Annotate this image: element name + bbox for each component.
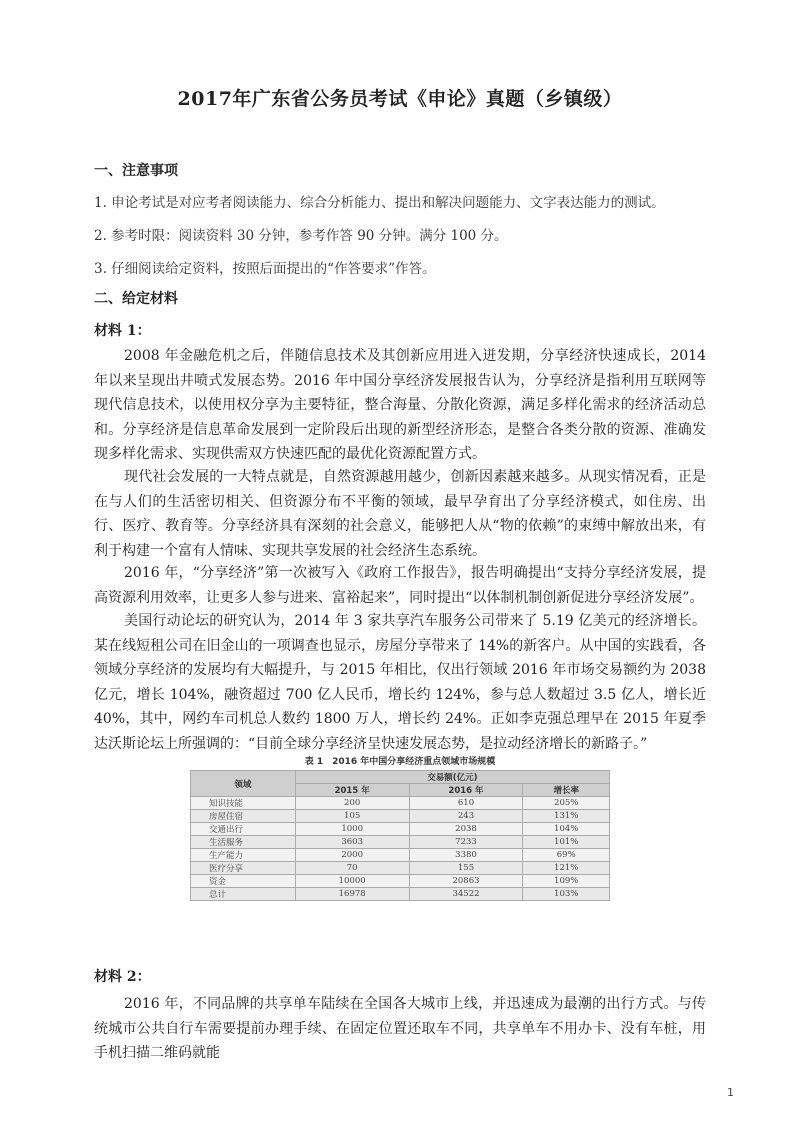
note-item-2: 2. 参考时限：阅读资料 30 分钟，参考作答 90 分钟。满分 100 分。 [94, 228, 508, 244]
table-row [191, 797, 610, 810]
market-size-table [190, 770, 610, 901]
table-cell-growth: 121% [523, 862, 610, 875]
table-row [191, 836, 610, 849]
table-cell-field: 生活服务 [191, 836, 296, 849]
table-cell-2015: 105 [295, 810, 409, 823]
table-row [191, 849, 610, 862]
table-cell-2016: 243 [409, 810, 523, 823]
table-cell-2016: 155 [409, 862, 523, 875]
table-cell-growth: 104% [523, 823, 610, 836]
table-cell-growth: 103% [523, 888, 610, 901]
table-cell-field: 交通出行 [191, 823, 296, 836]
table-cell-growth: 101% [523, 836, 610, 849]
table-cell-field: 资金 [191, 875, 296, 888]
table-header-group: 交易额(亿元) [295, 771, 609, 784]
table-row [191, 888, 610, 901]
table-cell-growth: 131% [523, 810, 610, 823]
table-cell-2016: 34522 [409, 888, 523, 901]
section-heading-materials: 二、给定材料 [94, 291, 178, 307]
material-1-paragraph-2: 现代社会发展的一大特点就是，自然资源越用越少，创新因素越来越多。从现实情况看，正是在与人们的生活密切相关、但资源分布不平衡的领域，最早孕育出了分享经济模式，如住房、出行、医疗、教育等。分享经济具有深刻的社会意义，能够把人从“物的依赖”的束缚中解放出来，有利于构建一个富有人情味、实现共享发展的社会经济生态系统。 [94, 469, 706, 559]
section-heading-notes: 一、注意事项 [94, 163, 178, 179]
material-1-label: 材料 1： [94, 323, 151, 339]
table-cell-2016: 2038 [409, 823, 523, 836]
note-item-3: 3. 仔细阅读给定资料，按照后面提出的“作答要求”作答。 [94, 261, 436, 277]
table-cell-2016: 20863 [409, 875, 523, 888]
table-header-2015: 2015 年 [295, 784, 409, 797]
table-header-2016: 2016 年 [409, 784, 523, 797]
table-cell-2015: 1000 [295, 823, 409, 836]
document-title: 2017年广东省公务员考试《申论》真题（乡镇级） [177, 88, 623, 110]
table-cell-field: 生产能力 [191, 849, 296, 862]
table-row [191, 810, 610, 823]
table-row [191, 875, 610, 888]
table-cell-field: 房屋住宿 [191, 810, 296, 823]
table-row [191, 823, 610, 836]
table-cell-2015: 2000 [295, 849, 409, 862]
table-cell-2015: 10000 [295, 875, 409, 888]
material-2-label: 材料 2： [94, 969, 151, 985]
table-header-growth: 增长率 [523, 784, 610, 797]
material-1-paragraph-1: 2008 年金融危机之后，伴随信息技术及其创新应用进入迸发期，分享经济快速成长，2014 年以来呈现出井喷式发展态势。2016 年中国分享经济发展报告认为，分享经济是指利用互联网等现代信息技术，以使用权分享为主要特征，整合海量、分散化资源，满足多样化需求的经济活动总和。分享经济是信息革命发展到一定阶段后出现的新型经济形态，是整合各类分散的资源、准确发现多样化需求、实现供需双方快速匹配的最优化资源配置方式。 [94, 348, 706, 463]
table-cell-2016: 3380 [409, 849, 523, 862]
material-2-paragraph-1: 2016 年，不同品牌的共享单车陆续在全国各大城市上线，并迅速成为最潮的出行方式。与传统城市公共自行车需要提前办理手续、在固定位置还取车不同，共享单车不用办卡、没有车桩，用手机扫描二维码就能 [94, 996, 706, 1062]
table-cell-2016: 7233 [409, 836, 523, 849]
table-caption: 表 1 2016 年中国分享经济重点领域市场规模 [304, 757, 496, 767]
table-cell-growth: 69% [523, 849, 610, 862]
table-cell-field: 知识技能 [191, 797, 296, 810]
table-row [191, 862, 610, 875]
table-cell-growth: 109% [523, 875, 610, 888]
table-header-field: 领域 [191, 771, 296, 797]
table-cell-2015: 16978 [295, 888, 409, 901]
page-number: 1 [727, 1086, 734, 1099]
table-cell-2015: 200 [295, 797, 409, 810]
table-cell-2016: 610 [409, 797, 523, 810]
table-cell-2015: 3603 [295, 836, 409, 849]
material-1-paragraph-4: 美国行动论坛的研究认为，2014 年 3 家共享汽车服务公司带来了 5.19 亿美元的经济增长。某在线短租公司在旧金山的一项调查也显示，房屋分享带来了 14%的新客户。从中国的实践看，各领域分享经济的发展均有大幅提升，与 2015 年相比，仅出行领域 2016 年市场交易额约为 2038 亿元，增长 104%，融资超过 700 亿人民币，增长约 124%，参与总人数超过 3.5 亿人，增长近 40%，其中，网约车司机总人数约 1800 万人，增长约 24%。正如李克强总理早在 2015 年夏季达沃斯论坛上所强调的：“目前全球分享经济呈快速发展态势，是拉动经济增长的新路子。” [94, 613, 706, 752]
note-item-1: 1. 申论考试是对应考者阅读能力、综合分析能力、提出和解决问题能力、文字表达能力的测试。 [94, 195, 665, 211]
table-cell-2015: 70 [295, 862, 409, 875]
material-1-paragraph-3: 2016 年，“分享经济”第一次被写入《政府工作报告》，报告明确提出“支持分享经济发展，提高资源利用效率，让更多人参与进来、富裕起来”，同时提出“以体制机制创新促进分享经济发展”。 [94, 565, 706, 606]
table-cell-field: 总计 [191, 888, 296, 901]
table-cell-growth: 205% [523, 797, 610, 810]
table-cell-field: 医疗分享 [191, 862, 296, 875]
